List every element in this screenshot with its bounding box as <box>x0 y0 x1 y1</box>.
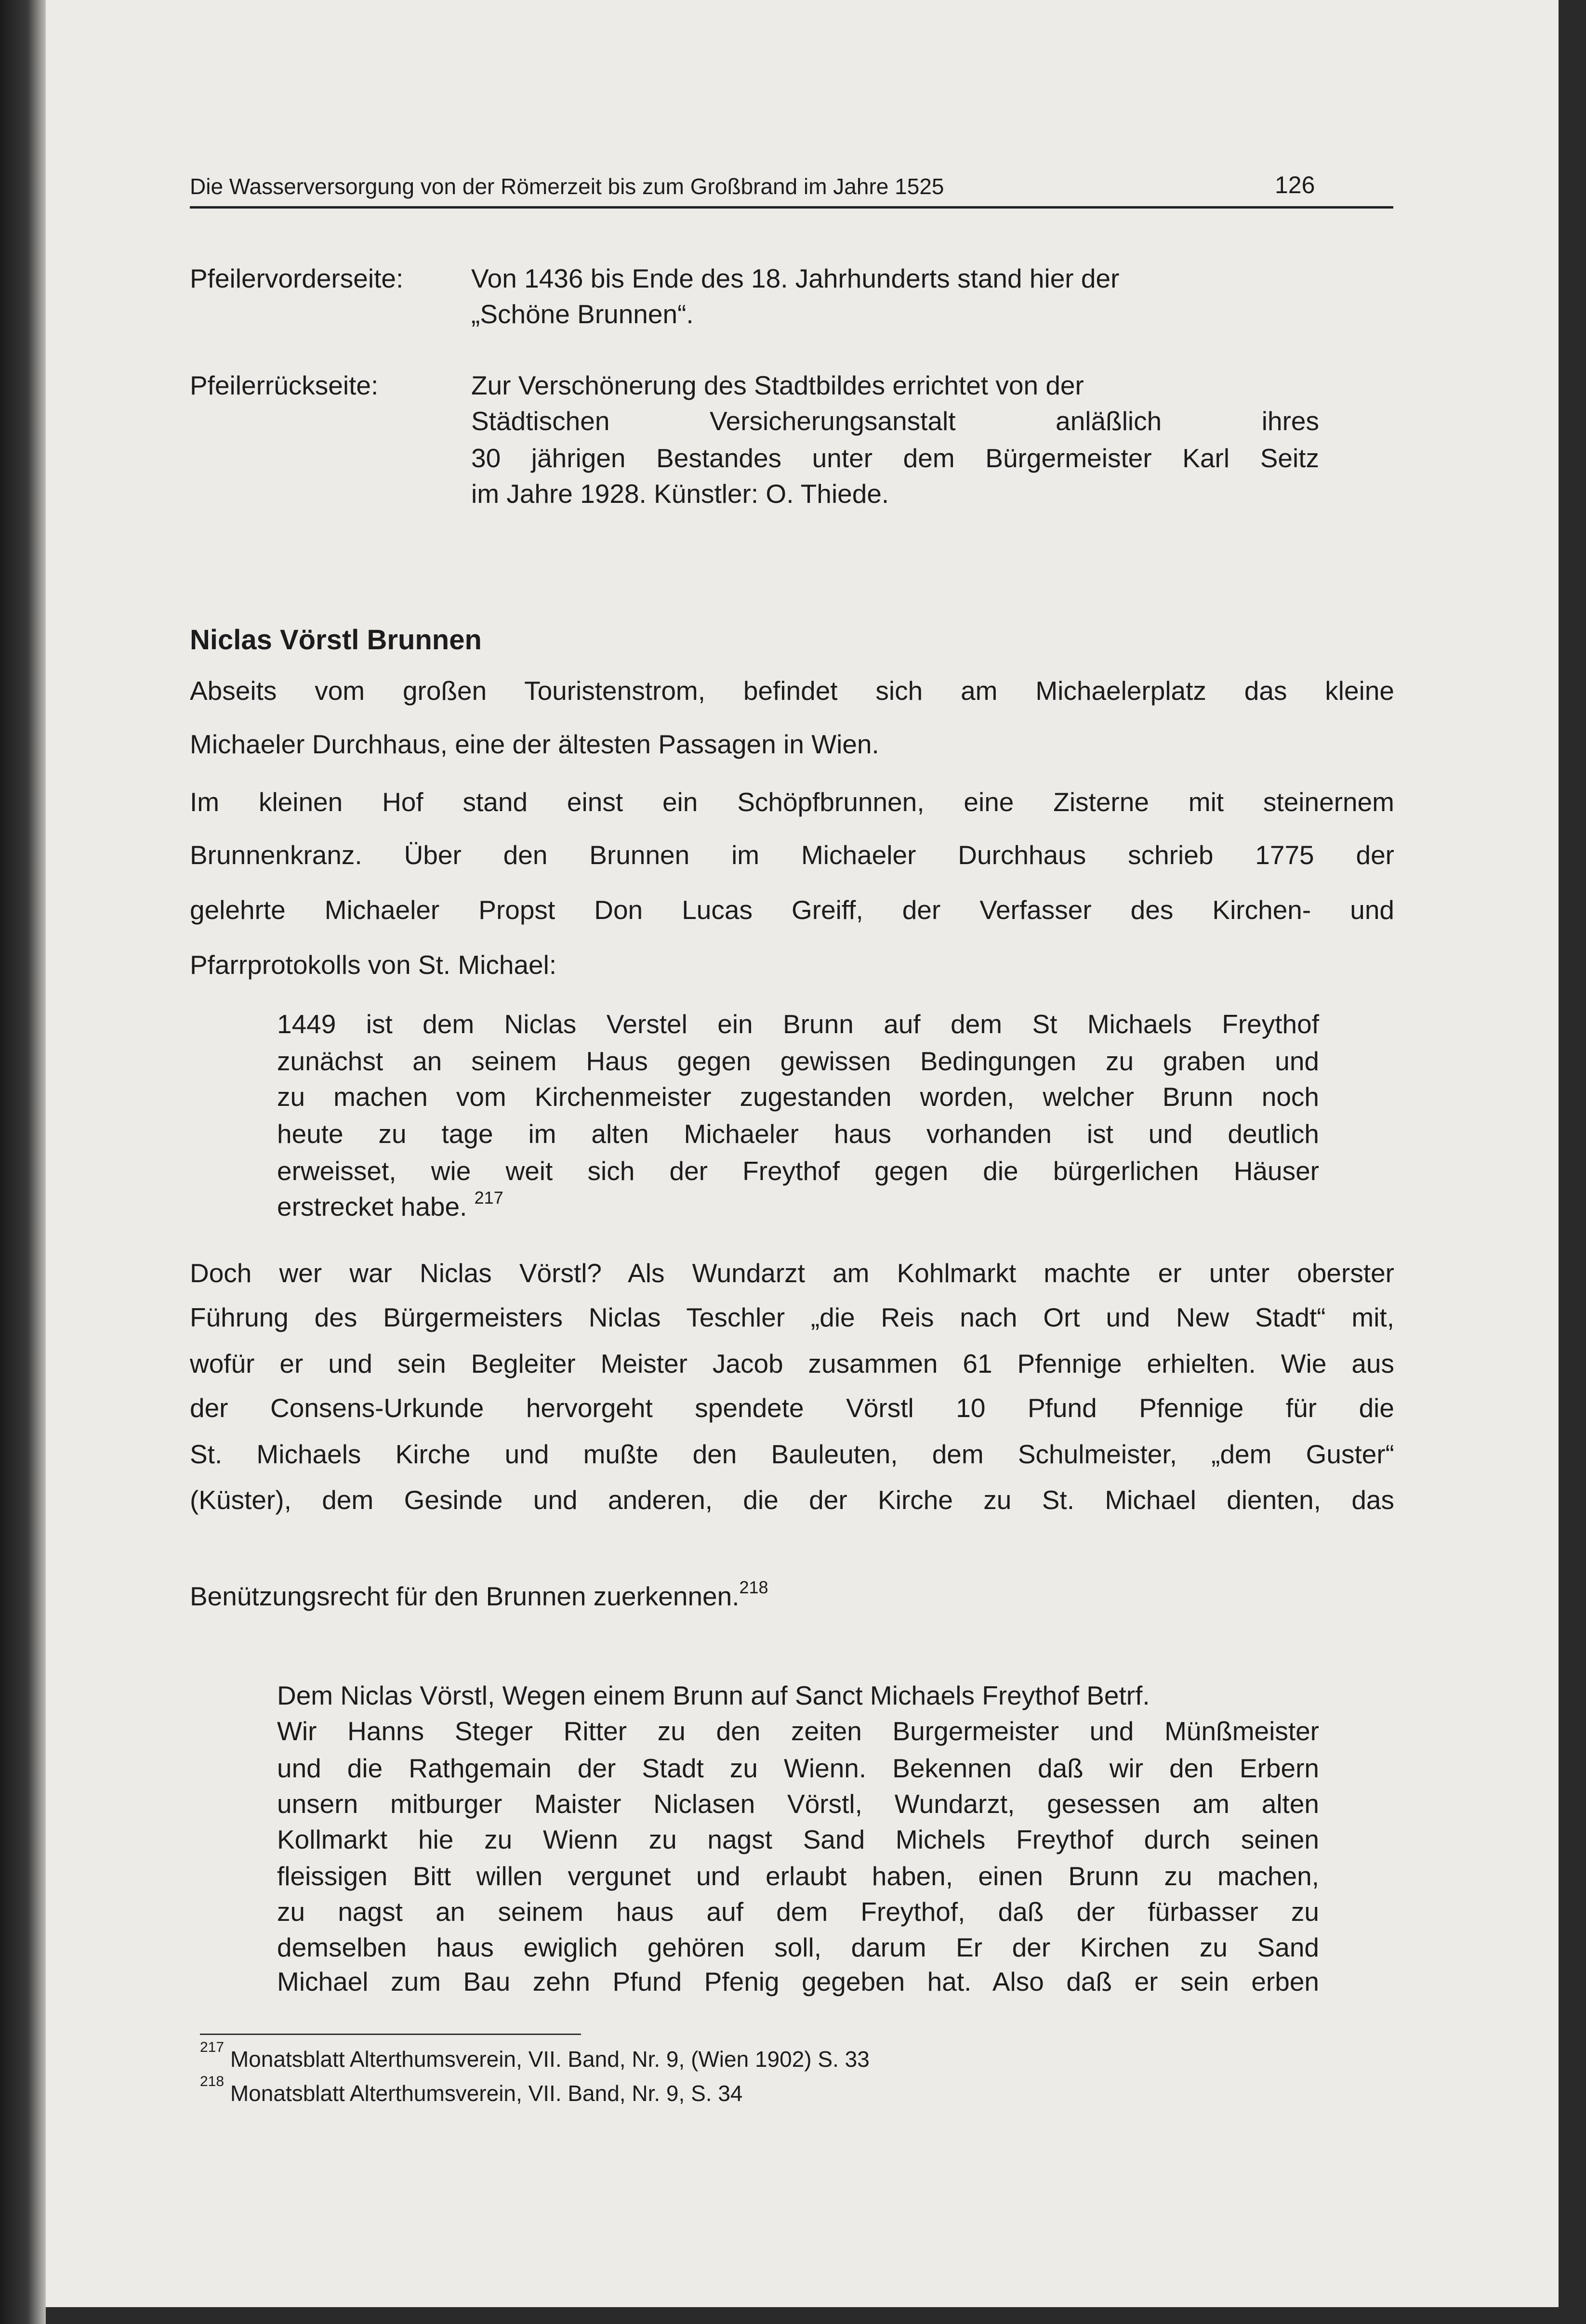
quote-line: und die Rathgemain der Stadt zu Wienn. Bekennen daß wir den Erbern <box>277 1753 1319 1783</box>
quote-line: zunächst an seinem Haus gegen gewissen Bedingungen zu graben und <box>277 1046 1319 1076</box>
footnote-text: Monatsblatt Alterthumsverein, VII. Band, Nr. 9, (Wien 1902) S. 33 <box>230 2047 870 2072</box>
paragraph-line: Michaeler Durchhaus, eine der ältesten Passagen in Wien. <box>190 729 879 759</box>
footnote-number: 218 <box>200 2074 225 2089</box>
paragraph-line: Doch wer war Niclas Vörstl? Als Wundarzt am Kohlmarkt machte er unter oberster <box>190 1258 1394 1288</box>
pillar-back-label: Pfeilerrückseite: <box>190 370 379 400</box>
quote-line: heute zu tage im alten Michaeler haus vorhanden ist und deutlich <box>277 1119 1319 1149</box>
pillar-front-label: Pfeilervorderseite: <box>190 263 404 293</box>
quote-line <box>277 1190 1319 1223</box>
paragraph-line: Brunnenkranz. Über den Brunnen im Michaeler Durchhaus schrieb 1775 der <box>190 840 1394 870</box>
running-header: Die Wasserversorgung von der Römerzeit bis zum Großbrand im Jahre 1525 <box>190 174 944 199</box>
footnote-text: Monatsblatt Alterthumsverein, VII. Band, Nr. 9, S. 34 <box>230 2081 743 2106</box>
paragraph-line: Führung des Bürgermeisters Niclas Teschler „die Reis nach Ort und New Stadt“ mit, <box>190 1302 1394 1332</box>
quote-line: Dem Niclas Vörstl, Wegen einem Brunn auf Sanct Michaels Freythof Betrf. <box>277 1681 1150 1710</box>
pillar-front-line: „Schöne Brunnen“. <box>471 299 694 329</box>
paragraph-line: wofür er und sein Begleiter Meister Jacob zusammen 61 Pfennige erhielten. Wie aus <box>190 1349 1394 1379</box>
pillar-back-line: im Jahre 1928. Künstler: O. Thiede. <box>471 479 889 509</box>
paragraph-line <box>190 1579 1394 1613</box>
quote-text: erstrecket habe. <box>277 1192 467 1221</box>
section-heading: Niclas Vörstl Brunnen <box>190 624 482 656</box>
footnote-ref[interactable]: 218 <box>739 1577 768 1597</box>
paragraph-line: St. Michaels Kirche und mußte den Bauleuten, dem Schulmeister, „dem Guster“ <box>190 1439 1394 1469</box>
quote-line: erweisset, wie weit sich der Freythof gegen die bürgerlichen Häuser <box>277 1156 1319 1186</box>
footnote-rule <box>200 2034 581 2035</box>
pillar-back-line: Zur Verschönerung des Stadtbildes errichtet von der <box>471 370 1084 400</box>
page-number: 126 <box>1275 171 1315 198</box>
paragraph-line: der Consens-Urkunde hervorgeht spendete Vörstl 10 Pfund Pfennige für die <box>190 1393 1394 1423</box>
quote-line: Michael zum Bau zehn Pfund Pfenig gegeben hat. Also daß er sein erben <box>277 1967 1319 1996</box>
quote-line: Kollmarkt hie zu Wienn zu nagst Sand Michels Freythof durch seinen <box>277 1825 1319 1854</box>
header-rule <box>190 206 1393 209</box>
quote-line: Wir Hanns Steger Ritter zu den zeiten Burgermeister und Münßmeister <box>277 1716 1319 1746</box>
pillar-back-line: 30 jährigen Bestandes unter dem Bürgermeister Karl Seitz <box>471 443 1319 473</box>
footnote-ref[interactable]: 217 <box>474 1188 503 1208</box>
paragraph-line: Pfarrprotokolls von St. Michael: <box>190 950 557 980</box>
book-spine <box>0 0 46 2324</box>
quote-line: 1449 ist dem Niclas Verstel ein Brunn auf dem St Michaels Freythof <box>277 1009 1319 1039</box>
footnote-number: 217 <box>200 2039 225 2055</box>
quote-line: demselben haus ewiglich gehören soll, darum Er der Kirchen zu Sand <box>277 1932 1319 1962</box>
quote-line: zu nagst an seinem haus auf dem Freythof, daß der fürbasser zu <box>277 1897 1319 1927</box>
quote-line: fleissigen Bitt willen vergunet und erlaubt haben, einen Brunn zu machen, <box>277 1861 1319 1891</box>
quote-line: unsern mitburger Maister Niclasen Vörstl, Wundarzt, gesessen am alten <box>277 1789 1319 1819</box>
footnote <box>200 2074 743 2106</box>
paragraph-line: Abseits vom großen Touristenstrom, befindet sich am Michaelerplatz das kleine <box>190 676 1394 706</box>
paragraph-line: gelehrte Michaeler Propst Don Lucas Greiff, der Verfasser des Kirchen- und <box>190 895 1394 925</box>
pillar-front-line: Von 1436 bis Ende des 18. Jahrhunderts stand hier der <box>471 263 1120 293</box>
footnote <box>200 2039 870 2072</box>
paragraph-line: (Küster), dem Gesinde und anderen, die der Kirche zu St. Michael dienten, das <box>190 1485 1394 1515</box>
pillar-back-line: Städtischen Versicherungsanstalt anläßlich ihres <box>471 406 1319 436</box>
paragraph-text: Benützungsrecht für den Brunnen zuerkennen. <box>190 1581 740 1611</box>
quote-line: zu machen vom Kirchenmeister zugestanden worden, welcher Brunn noch <box>277 1082 1319 1112</box>
paragraph-line: Im kleinen Hof stand einst ein Schöpfbrunnen, eine Zisterne mit steinernem <box>190 787 1394 817</box>
